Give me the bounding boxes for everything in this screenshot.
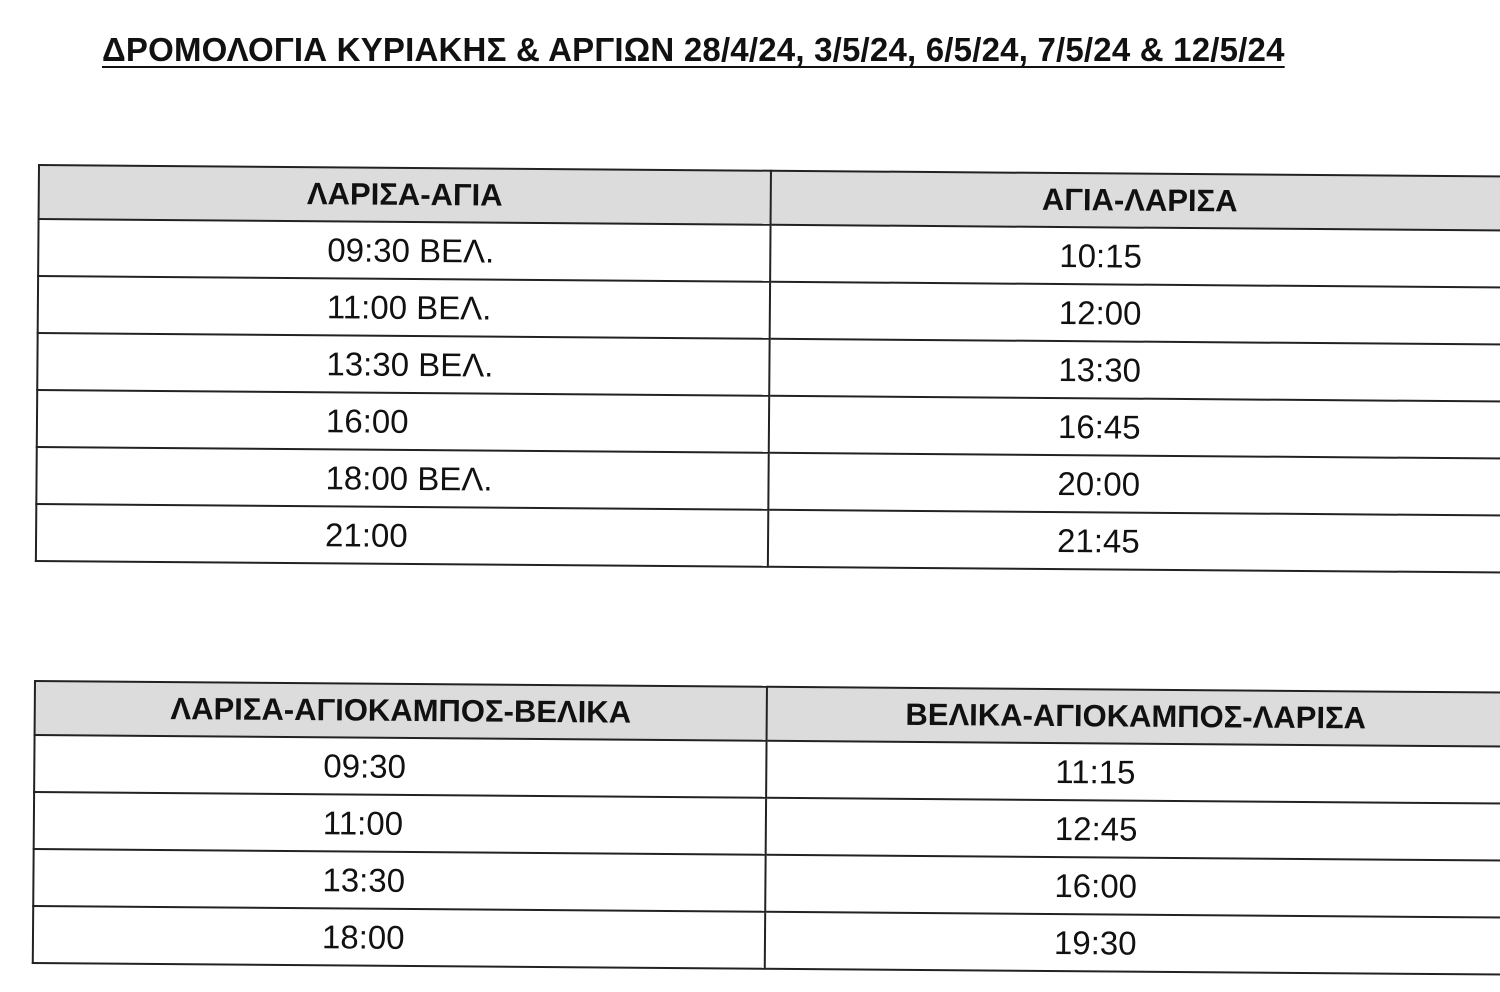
column-header-return: ΒΕΛΙΚΑ-ΑΓΙΟΚΑΜΠΟΣ-ΛΑΡΙΣΑ: [767, 687, 1500, 747]
departure-time-cell: 16:00: [37, 390, 769, 453]
departure-time-cell: 21:00: [36, 504, 768, 567]
return-time-cell: 21:45: [768, 510, 1500, 573]
departure-time-cell: 18:00: [33, 906, 765, 969]
return-time-cell: 19:30: [765, 912, 1500, 975]
departure-time-cell: 13:30 ΒΕΛ.: [37, 333, 769, 396]
return-time-cell: 10:15: [770, 225, 1500, 288]
return-time-cell: 16:00: [765, 855, 1500, 918]
table-row: [36, 504, 1500, 573]
return-time-cell: 20:00: [768, 453, 1500, 516]
departure-time-cell: 09:30: [34, 735, 766, 798]
return-time-cell: 13:30: [769, 339, 1500, 402]
page-title: ΔΡΟΜΟΛΟΓΙΑ ΚΥΡΙΑΚΗΣ & ΑΡΓΙΩΝ 28/4/24, 3/5/24, 6/5/24, 7/5/24 & 12/5/24: [102, 31, 1285, 68]
column-header-outbound: ΛΑΡΙΣΑ-ΑΓΙΑ: [39, 165, 771, 225]
return-time-cell: 12:45: [766, 798, 1500, 861]
column-header-return: ΑΓΙΑ-ΛΑΡΙΣΑ: [771, 171, 1500, 231]
departure-time-cell: 11:00 ΒΕΛ.: [38, 276, 770, 339]
column-header-outbound: ΛΑΡΙΣΑ-ΑΓΙΟΚΑΜΠΟΣ-ΒΕΛΙΚΑ: [35, 681, 767, 741]
timetable-larisa-agiokampos-velika: [32, 680, 1500, 976]
return-time-cell: 11:15: [766, 741, 1500, 804]
timetable-larisa-agia: [35, 164, 1500, 574]
departure-time-cell: 18:00 ΒΕΛ.: [36, 447, 768, 510]
departure-time-cell: 11:00: [34, 792, 766, 855]
return-time-cell: 16:45: [769, 396, 1500, 459]
return-time-cell: 12:00: [770, 282, 1500, 345]
table-row: [33, 906, 1500, 975]
departure-time-cell: 13:30: [33, 849, 765, 912]
departure-time-cell: 09:30 ΒΕΛ.: [38, 219, 770, 282]
